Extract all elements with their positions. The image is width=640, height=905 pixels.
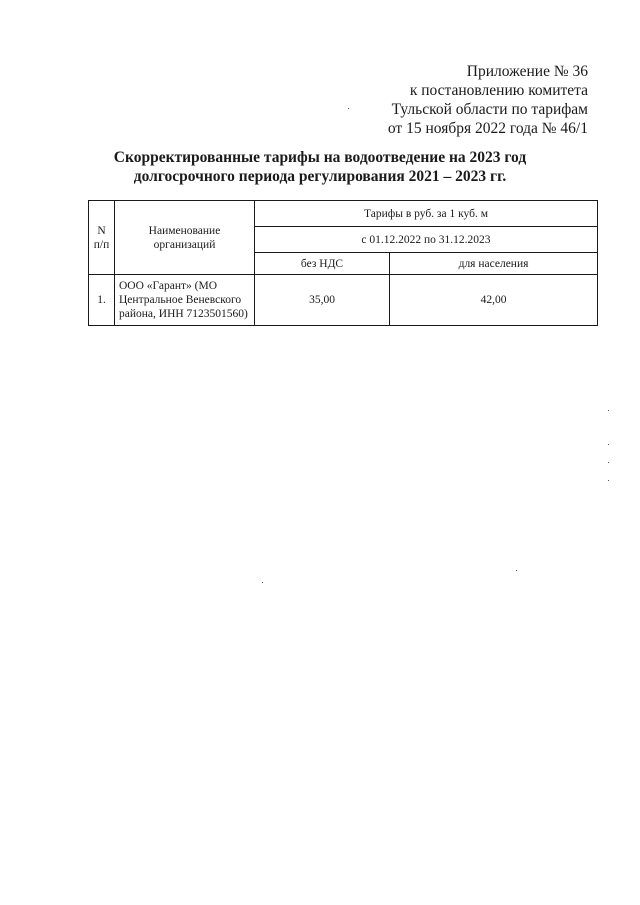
tariff-no-vat: 35,00 [255,275,390,326]
column-header-number: N п/п [89,201,115,275]
title-line-2: долгосрочного периода регулирования 2021 – 2023 гг. [133,168,507,185]
scan-speck [262,582,263,583]
organization-name: ООО «Гарант» (МО Центральное Веневского района, ИНН 7123501560) [115,275,255,326]
scan-speck [608,480,609,481]
tariff-table [88,200,598,326]
document-title [0,148,640,186]
appendix-number: Приложение № 36 [466,63,588,80]
tariff-period: с 01.12.2022 по 31.12.2023 [255,227,598,253]
column-header-tariffs: Тарифы в руб. за 1 куб. м [255,201,598,227]
column-header-organization: Наименование организаций [115,201,255,275]
resolution-reference: к постановлению комитета [409,82,588,99]
column-header-population: для населения [390,253,598,275]
document-header [388,62,588,138]
committee-name: Тульской области по тарифам [391,101,588,118]
tariff-population: 42,00 [390,275,598,326]
column-header-no-vat: без НДС [255,253,390,275]
scan-speck [608,462,609,463]
scan-speck [516,570,517,571]
scan-speck [608,410,609,411]
row-number: 1. [89,275,115,326]
resolution-date: от 15 ноября 2022 года № 46/1 [387,120,588,137]
table-header-row [89,201,598,227]
scan-speck [348,108,349,109]
table-row [89,275,598,326]
scan-speck [608,444,609,445]
title-line-1: Скорректированные тарифы на водоотведение на 2023 год [113,149,527,166]
